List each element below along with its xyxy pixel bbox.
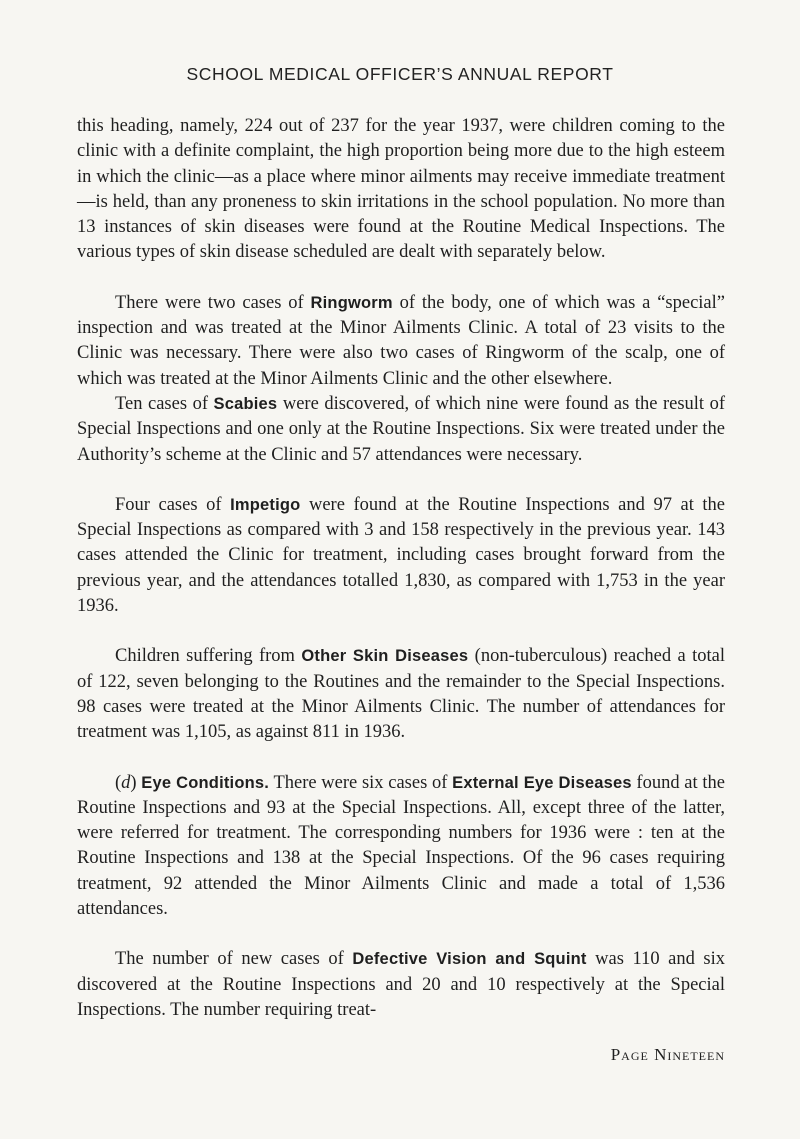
text-run: Children suffering from: [115, 646, 302, 667]
paragraph-eye-conditions: [77, 771, 725, 923]
text-run: There were six cases of: [269, 772, 453, 793]
text-run: (non-tuberculous) reached a total of 122, seven belonging to the Routines and the remainder to the Special Inspections. 98 cases were treated at the Minor Ailments Clinic. The number of attendances for treatment was 1,105, as against 811 in 1936.: [77, 646, 725, 743]
paragraph-defective-vision: [77, 947, 725, 1023]
section-letter: d: [121, 772, 131, 793]
text-run: There were two cases of: [115, 292, 311, 313]
heading-other-skin-diseases: Other Skin Diseases: [301, 647, 469, 666]
heading-eye-conditions: Eye Conditions.: [141, 773, 270, 792]
running-header: SCHOOL MEDICAL OFFICER’S ANNUAL REPORT: [186, 64, 614, 84]
heading-external-eye-diseases: External Eye Diseases: [452, 773, 632, 792]
paragraph-skin-intro: this heading, namely, 224 out of 237 for the year 1937, were children coming to the clinic with a definite complaint, the high proportion being more due to the high esteem in which the clinic—as a place where minor ailments may receive immediate treatment—is held, than any proneness to skin irritations in the school population. No more than 13 instances of skin diseases were found at the Routine Medical Inspections. The various types of skin disease scheduled are dealt with separately below.: [77, 116, 725, 263]
text-run: (: [115, 772, 122, 793]
text-run: of the body, one of which was a “special” inspection and was treated at the Minor Ailments Clinic. A total of 23 visits to the Clinic was necessary. There were also two cases of Ringworm of the scalp, one of which was treated at the Minor Ailments Clinic and the other elsewhere.: [77, 292, 725, 389]
paragraph-scabies: [77, 392, 725, 468]
heading-defective-vision: Defective Vision and Squint: [352, 950, 587, 969]
paragraph-impetigo: [77, 493, 725, 619]
text-run: found at the Routine Inspections and 93 at the Special Inspections. All, except three of the latter, were referred for treatment. The corresponding numbers for 1936 were : ten at the Routine Inspections and 138 at the Special Inspections. Of the 96 cases requiring treatment, 92 attended the Minor Ailments Clinic and made a total of 1,536 attendances.: [77, 772, 725, 920]
text-run: The number of new cases of: [115, 949, 353, 970]
heading-ringworm: Ringworm: [310, 293, 393, 312]
body-text: [77, 114, 725, 1023]
paragraph-ringworm: [77, 291, 725, 392]
text-run: were discovered, of which nine were found as the result of Special Inspections and one only at the Routine Inspections. Six were treated under the Authority’s scheme at the Clinic and 57 attendances were necessary.: [77, 393, 725, 465]
text-run: Ten cases of: [115, 393, 214, 414]
heading-scabies: Scabies: [213, 394, 278, 413]
text-run: ): [130, 772, 142, 793]
text-run: were found at the Routine Inspections and 97 at the Special Inspections as compared with 3 and 158 respectively in the previous year. 143 cases attended the Clinic for treatment, including cases brought forward from the previous year, and the attendances totalled 1,830, as compared with 1,753 in the year 1936.: [77, 494, 725, 617]
paragraph-other-skin-diseases: [77, 644, 725, 745]
text-run: was 110 and six discovered at the Routine Inspections and 20 and 10 respectively at the Special Inspections. The number requiring treat-: [77, 949, 726, 1020]
heading-impetigo: Impetigo: [230, 495, 301, 514]
page-number: Page Nineteen: [610, 1045, 725, 1064]
text-run: Four cases of: [115, 494, 231, 515]
